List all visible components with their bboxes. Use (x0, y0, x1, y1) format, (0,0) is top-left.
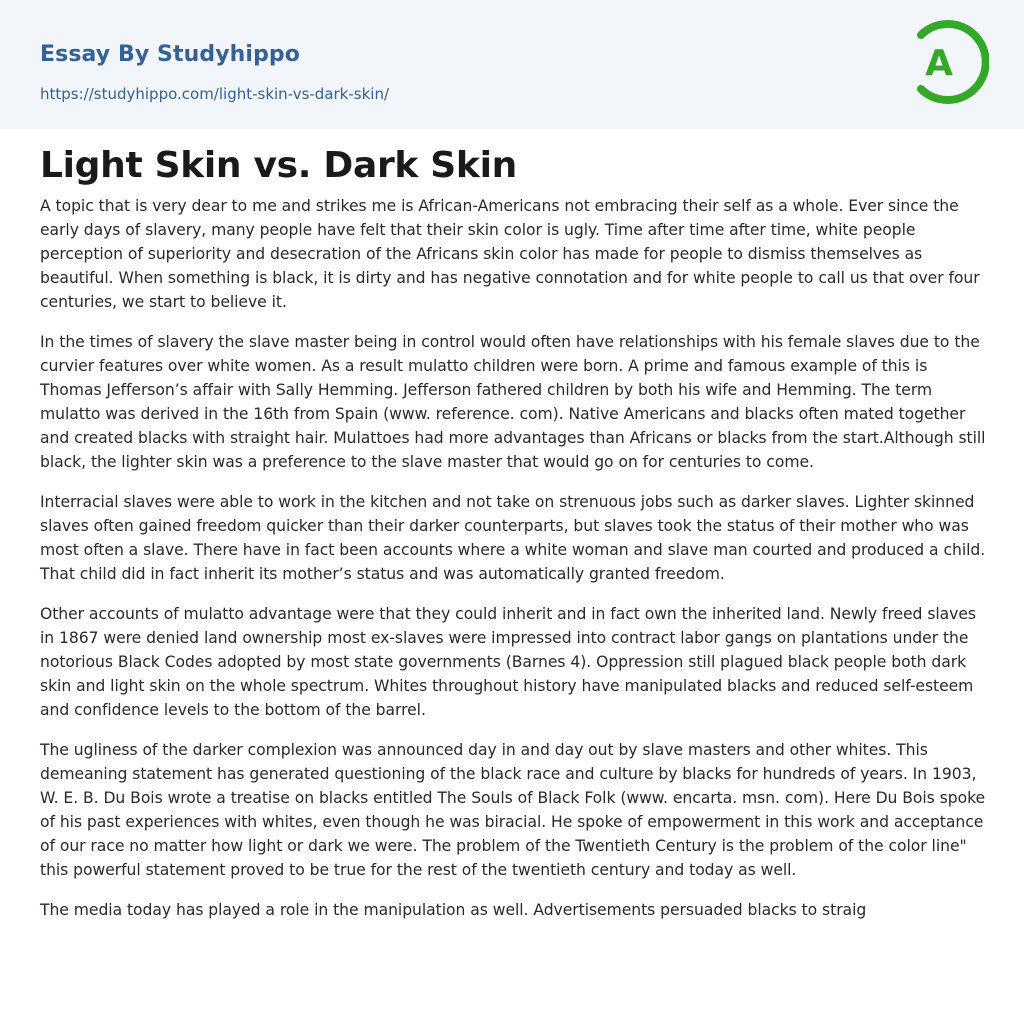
source-url-link[interactable]: https://studyhippo.com/light-skin-vs-dark-skin/ (40, 85, 390, 103)
paragraph: The media today has played a role in the manipulation as well. Advertisements persuaded blacks to straig (40, 901, 867, 919)
paragraph: Other accounts of mulatto advantage were that they could inherit and in fact own the inherited land. Newly freed slaves in 1867 were denied land ownership most ex-slaves were impressed into contract labor gangs on plantations under the notorious Black Codes adopted by most state governments (Barnes 4). Oppression still plagued black people both dark skin and light skin on the whole spectrum. Whites throughout history have manipulated blacks and reduced self-esteem and confidence levels to the bottom of the barrel. (40, 605, 976, 719)
brand-title[interactable]: Essay By Studyhippo (40, 42, 300, 67)
paragraph: Interracial slaves were able to work in the kitchen and not take on strenuous jobs such as darker slaves. Lighter skinned slaves often gained freedom quicker than their darker counterparts, but slaves took the status of their mother who was most often a slave. There have in fact been accounts where a white woman and slave man courted and produced a child. That child did in fact inherit its mother’s status and was automatically granted freedom. (40, 493, 986, 583)
paragraph: A topic that is very dear to me and strikes me is African-Americans not embracing their self as a whole. Ever since the early days of slavery, many people have felt that their skin color is ugly. Time after time after time, white people perception of superiority and desecration of the Africans skin color has made for people to dismiss themselves as beautiful. When something is black, it is dirty and has negative connotation and for white people to call us that over four centuries, we start to believe it. (40, 197, 980, 311)
logo-letter: A (925, 43, 953, 84)
studyhippo-logo-icon[interactable] (911, 17, 989, 107)
paragraph: In the times of slavery the slave master being in control would often have relationships with his female slaves due to the curvier features over white women. As a result mulatto children were born. A prime and famous example of this is Thomas Jefferson’s affair with Sally Hemming. Jefferson fathered children by both his wife and Hemming. The term mulatto was derived in the 16th from Spain (www. reference. com). Native Americans and blacks often mated together and created blacks with straight hair. Mulattoes had more advantages than Africans or blacks from the start.Although still black, the lighter skin was a preference to the slave master that would go on for centuries to come. (40, 333, 986, 471)
paragraph: The ugliness of the darker complexion was announced day in and day out by slave masters and other whites. This demeaning statement has generated questioning of the black race and culture by blacks for hundreds of years. In 1903, W. E. B. Du Bois wrote a treatise on blacks entitled The Souls of Black Folk (www. encarta. msn. com). Here Du Bois spoke of his past experiences with whites, even though he was biracial. He spoke of empowerment in this work and acceptance of our race no matter how light or dark we were. The problem of the Twentieth Century is the problem of the color line" this powerful statement proved to be true for the rest of the twentieth century and today as well. (40, 741, 986, 879)
article-body (40, 194, 992, 938)
article-title: Light Skin vs. Dark Skin (40, 145, 517, 186)
